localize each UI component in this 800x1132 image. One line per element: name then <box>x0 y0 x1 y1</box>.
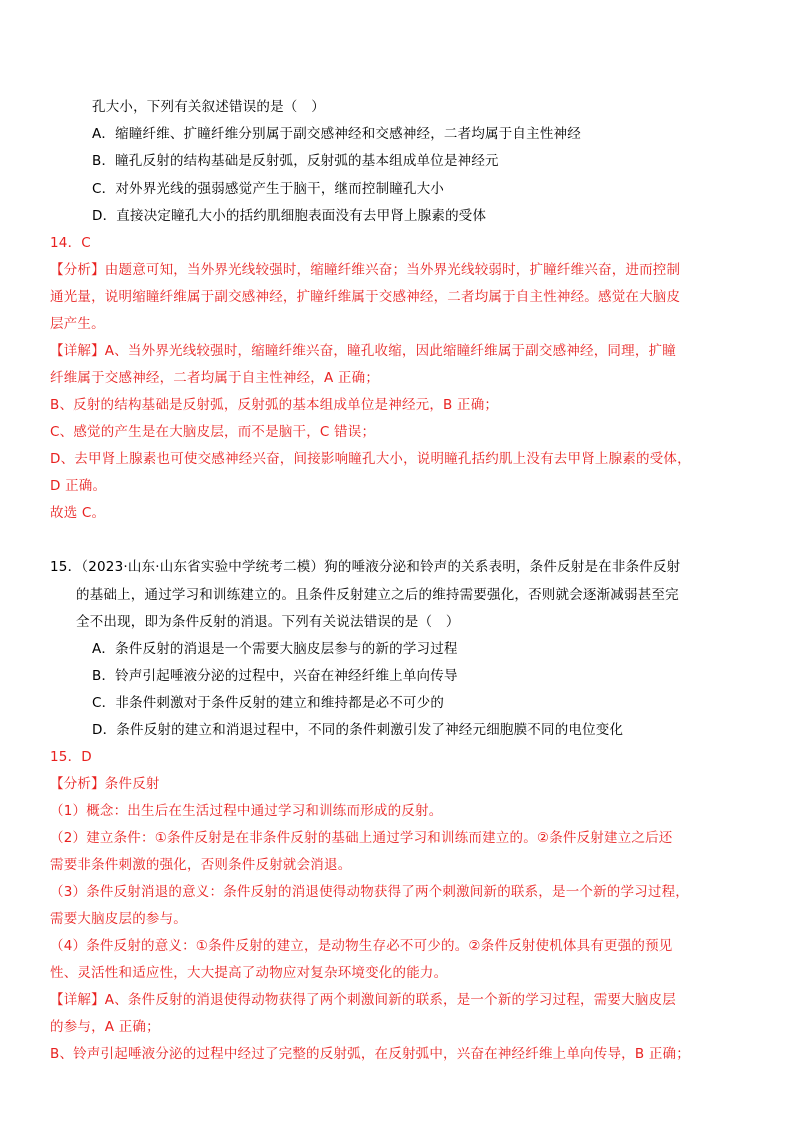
q14-answer: 14．C <box>50 235 91 251</box>
q15-stem-line-2: 的基础上，通过学习和训练建立的。且条件反射建立之后的维持需要强化，否则就会逐渐减弱甚至完 <box>76 587 679 603</box>
q14-detail-line-1: 【详解】A、当外界光线较强时，缩瞳纤维兴奋，瞳孔收缩，因此缩瞳纤维属于副交感神经，同理，扩瞳 <box>50 343 676 359</box>
q15-option-b: B．铃声引起唾液分泌的过程中，兴奋在神经纤维上单向传导 <box>92 668 458 684</box>
q15-stem-line-1: 15．（2023·山东·山东省实验中学统考二模）狗的唾液分泌和铃声的关系表明，条件反射是在非条件反射 <box>50 559 681 575</box>
q14-option-b: B．瞳孔反射的结构基础是反射弧，反射弧的基本组成单位是神经元 <box>92 153 499 169</box>
q15-option-c: C．非条件刺激对于条件反射的建立和维持都是必不可少的 <box>92 695 445 711</box>
q14-stem-tail: 孔大小，下列有关叙述错误的是（ ） <box>92 99 325 115</box>
q15-detail-line-3: B、铃声引起唾液分泌的过程中经过了完整的反射弧，在反射弧中，兴奋在神经纤维上单向传导，B 正确； <box>50 1046 690 1062</box>
q15-stem-line-3: 全不出现，即为条件反射的消退。下列有关说法错误的是（ ） <box>76 614 460 630</box>
q14-detail-line-4: C、感觉的产生是在大脑皮层，而不是脑干，C 错误； <box>50 424 376 440</box>
q14-analysis-line-3: 层产生。 <box>50 316 105 332</box>
q15-analysis-line-6: （4）条件反射的意义：①条件反射的建立，是动物生存必不可少的。②条件反射使机体具有更强的预见 <box>50 938 673 954</box>
q15-analysis-line-7: 性、灵活性和适应性，大大提高了动物应对复杂环境变化的能力。 <box>50 965 448 981</box>
q15-analysis-line-3: 需要非条件刺激的强化，否则条件反射就会消退。 <box>50 857 352 873</box>
q15-detail-line-1: 【详解】A、条件反射的消退使得动物获得了两个刺激间新的联系，是一个新的学习过程，需要大脑皮层 <box>50 992 676 1008</box>
q15-analysis-line-5: 需要大脑皮层的参与。 <box>50 911 187 927</box>
q15-analysis-line-1: （1）概念：出生后在生活过程中通过学习和训练而形成的反射。 <box>50 803 443 819</box>
q14-detail-line-5: D、去甲肾上腺素也可使交感神经兴奋，间接影响瞳孔大小，说明瞳孔括约肌上没有去甲肾上腺素的受体， <box>50 451 691 467</box>
q15-answer: 15．D <box>50 749 92 765</box>
q14-detail-line-3: B、反射的结构基础是反射弧，反射弧的基本组成单位是神经元，B 正确； <box>50 397 499 413</box>
q14-detail-line-6: D 正确。 <box>50 478 107 494</box>
q15-detail-line-2: 的参与，A 正确； <box>50 1019 160 1035</box>
q15-option-d: D．条件反射的建立和消退过程中，不同的条件刺激引发了神经元细胞膜不同的电位变化 <box>92 722 624 738</box>
q14-detail-line-7: 故选 C。 <box>50 505 106 521</box>
q15-analysis-line-4: （3）条件反射消退的意义：条件反射的消退使得动物获得了两个刺激间新的联系，是一个新的学习过程， <box>50 884 689 900</box>
q14-analysis-line-2: 通光量，说明缩瞳纤维属于副交感神经，扩瞳纤维属于交感神经，二者均属于自主性神经。感觉在大脑皮 <box>50 289 681 305</box>
q14-analysis-line-1: 【分析】由题意可知，当外界光线较强时，缩瞳纤维兴奋；当外界光线较弱时，扩瞳纤维兴奋，进而控制 <box>50 262 681 278</box>
q14-option-d: D．直接决定瞳孔大小的括约肌细胞表面没有去甲肾上腺素的受体 <box>92 208 487 224</box>
q14-option-c: C．对外界光线的强弱感觉产生于脑干，继而控制瞳孔大小 <box>92 181 445 197</box>
q14-option-a: A．缩瞳纤维、扩瞳纤维分别属于副交感神经和交感神经，二者均属于自主性神经 <box>92 126 581 142</box>
q15-analysis-line-2: （2）建立条件：①条件反射是在非条件反射的基础上通过学习和训练而建立的。②条件反射建立之后还 <box>50 830 673 846</box>
q14-detail-line-2: 纤维属于交感神经，二者均属于自主性神经，A 正确； <box>50 370 380 386</box>
q15-option-a: A．条件反射的消退是一个需要大脑皮层参与的新的学习过程 <box>92 641 458 657</box>
q15-analysis-head: 【分析】条件反射 <box>50 776 160 792</box>
